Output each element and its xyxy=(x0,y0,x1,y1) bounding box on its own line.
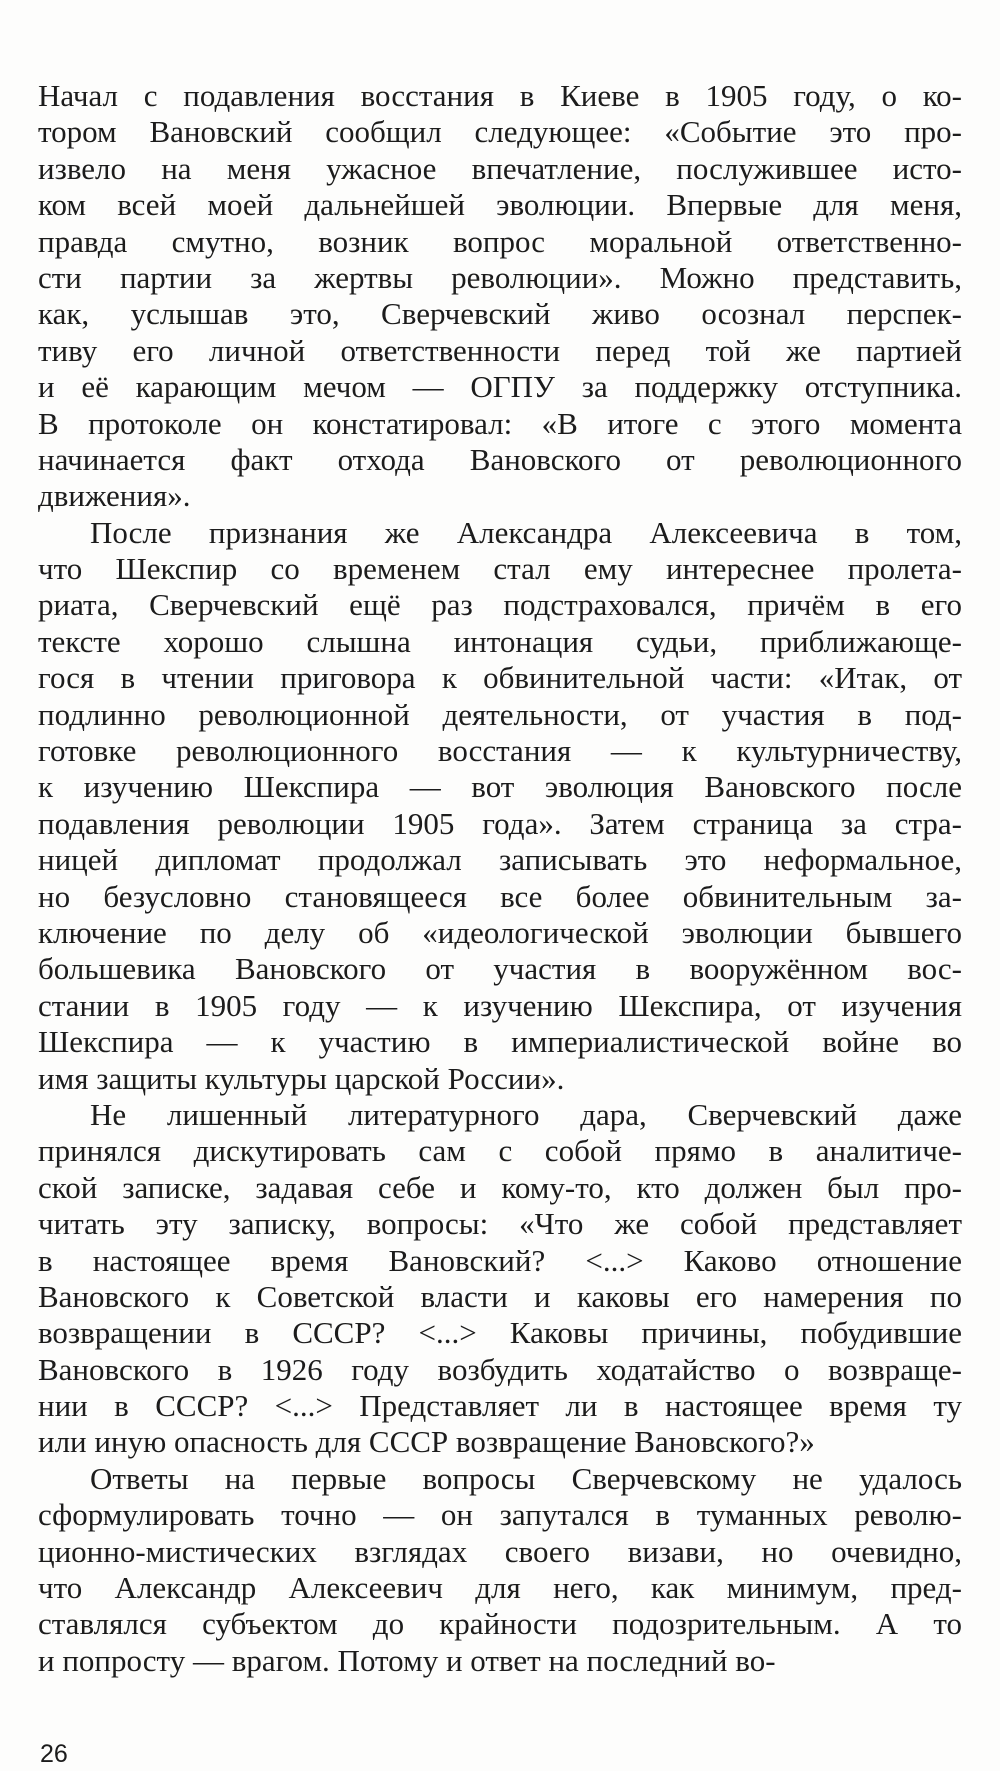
text-line: или иную опасность для СССР возвращение Вановского?» xyxy=(38,1424,815,1460)
text-line: гося в чтении приговора к обвинительной части: «Итак, от xyxy=(38,660,962,696)
text-line: Вановского в 1926 году возбудить ходатайство о возвраще- xyxy=(38,1351,962,1387)
text-line: тексте хорошо слышна интонация судьи, приближающе- xyxy=(38,623,962,659)
text-line: нии в СССР? <...> Представляет ли в настоящее время ту xyxy=(38,1388,962,1424)
text-line: готовке революционного восстания — к культурничеству, xyxy=(38,733,962,769)
text-line: имя защиты культуры царской России». xyxy=(38,1060,565,1096)
text-line: ставлялся субъектом до крайности подозрительным. А то xyxy=(38,1606,962,1642)
text-line: Вановского к Советской власти и каковы его намерения по xyxy=(38,1278,962,1314)
text-line: риата, Сверчевский ещё раз подстраховался, причём в его xyxy=(38,587,962,623)
text-line: движения». xyxy=(38,478,191,514)
text-line: что Шекспир со временем стал ему интереснее пролета- xyxy=(38,551,962,587)
text-line: извело на меня ужасное впечатление, послужившее исто- xyxy=(38,150,962,186)
text-line: что Александр Алексеевич для него, как минимум, пред- xyxy=(38,1570,962,1606)
paragraph xyxy=(38,78,962,515)
text-line: сти партии за жертвы революции». Можно представить, xyxy=(38,259,962,295)
text-line: начинается факт отхода Вановского от революционного xyxy=(38,441,962,477)
page-number: 26 xyxy=(40,1740,68,1768)
text-line: ционно-мистических взглядах своего визави, но очевидно, xyxy=(38,1533,962,1569)
paragraph xyxy=(38,515,962,1097)
text-line: правда смутно, возник вопрос моральной ответственно- xyxy=(38,223,962,259)
text-line: сформулировать точно — он запутался в туманных револю- xyxy=(38,1497,962,1533)
text-line: и попросту — врагом. Потому и ответ на последний во- xyxy=(38,1642,776,1678)
text-line: тором Вановский сообщил следующее: «Событие это про- xyxy=(38,114,962,150)
text-line: ницей дипломат продолжал записывать это неформальное, xyxy=(38,842,962,878)
text-line: ской записке, задавая себе и кому-то, кто должен был про- xyxy=(38,1169,962,1205)
text-line: читать эту записку, вопросы: «Что же собой представляет xyxy=(38,1206,962,1242)
paragraph xyxy=(38,1097,962,1461)
text-line: тиву его личной ответственности перед той же партией xyxy=(38,332,962,368)
text-line: Не лишенный литературного дара, Сверчевский даже xyxy=(90,1096,962,1132)
text-line: Ответы на первые вопросы Сверчевскому не удалось xyxy=(90,1460,962,1496)
text-line: подлинно революционной деятельности, от участия в под- xyxy=(38,696,962,732)
text-line: В протоколе он констатировал: «В итоге с этого момента xyxy=(38,405,962,441)
text-line: в настоящее время Вановский? <...> Каково отношение xyxy=(38,1242,962,1278)
text-line: большевика Вановского от участия в вооружённом вос- xyxy=(38,951,962,987)
text-line: но безусловно становящееся все более обвинительным за- xyxy=(38,878,962,914)
text-line: ком всей моей дальнейшей эволюции. Впервые для меня, xyxy=(38,187,962,223)
text-line: подавления революции 1905 года». Затем страница за стра- xyxy=(38,805,962,841)
paragraph xyxy=(38,1461,962,1679)
text-line: возвращении в СССР? <...> Каковы причины, побудившие xyxy=(38,1315,962,1351)
body-text xyxy=(38,78,962,1679)
text-line: принялся дискутировать сам с собой прямо в аналитиче- xyxy=(38,1133,962,1169)
text-line: Шекспира — к участию в империалистической войне во xyxy=(38,1024,962,1060)
text-line: и её карающим мечом — ОГПУ за поддержку отступника. xyxy=(38,369,962,405)
text-line: к изучению Шекспира — вот эволюция Вановского после xyxy=(38,769,962,805)
text-line: Начал с подавления восстания в Киеве в 1905 году, о ко- xyxy=(38,78,962,113)
text-line: После признания же Александра Алексеевича в том, xyxy=(90,514,962,550)
text-line: как, услышав это, Сверчевский живо осознал перспек- xyxy=(38,296,962,332)
text-line: ключение по делу об «идеологической эволюции бывшего xyxy=(38,914,962,950)
text-line: стании в 1905 году — к изучению Шекспира, от изучения xyxy=(38,987,962,1023)
